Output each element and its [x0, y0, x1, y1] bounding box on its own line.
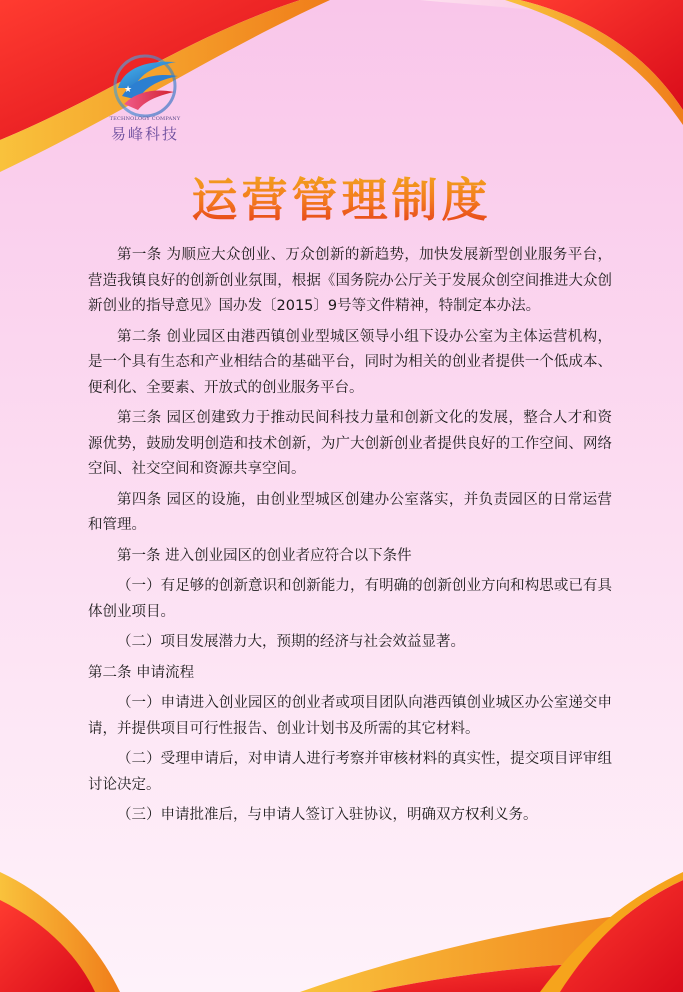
paragraph: （一）有足够的创新意识和创新能力，有明确的创新创业方向和构思或已有具体创业项目。: [88, 578, 612, 620]
paragraph: 第四条 园区的设施，由创业型城区创建办公室落实，并负责园区的日常运营和管理。: [88, 491, 612, 533]
company-logo: [104, 52, 186, 144]
logo-english-name: TECHNOLOGY COMPANY: [109, 116, 181, 122]
section-heading: 第二条 申请流程: [88, 664, 195, 681]
page-title: 运营管理制度: [0, 164, 683, 230]
paragraph: 第一条 为顺应大众创业、万众创新的新趋势，加快发展新型创业服务平台，营造我镇良好的创新创业氛围，根据《国务院办公厅关于发展众创空间推进大众创新创业的指导意见》国办发〔2015〕9号等文件精神，特制定本办法。: [88, 247, 612, 314]
paragraph: 第二条 创业园区由港西镇创业型城区领导小组下设办公室为主体运营机构，是一个具有生态和产业相结合的基础平台，同时为相关的创业者提供一个低成本、便利化、全要素、开放式的创业服务平台。: [88, 328, 612, 396]
paragraph: （一）申请进入创业园区的创业者或项目团队向港西镇创业城区办公室递交申请，并提供项目可行性报告、创业计划书及所需的其它材料。: [88, 695, 612, 737]
logo-chinese-name: 易峰科技: [110, 125, 179, 143]
document-body: [88, 243, 612, 834]
paragraph: （二）项目发展潜力大，预期的经济与社会效益显著。: [117, 634, 465, 650]
paragraph: （二）受理申请后，对申请人进行考察并审核材料的真实性，提交项目评审组讨论决定。: [88, 751, 612, 793]
wave-swoosh-logo-icon: [110, 52, 180, 118]
paragraph: （三）申请批准后，与申请人签订入驻协议，明确双方权利义务。: [117, 807, 538, 823]
svg-text:★: ★: [124, 85, 133, 95]
paragraph: 第一条 进入创业园区的创业者应符合以下条件: [117, 547, 412, 564]
paragraph: 第三条 园区创建致力于推动民间科技力量和创新文化的发展，整合人才和资源优势，鼓励发明创造和技术创新，为广大创新创业者提供良好的工作空间、网络空间、社交空间和资源共享空间。: [88, 410, 612, 477]
